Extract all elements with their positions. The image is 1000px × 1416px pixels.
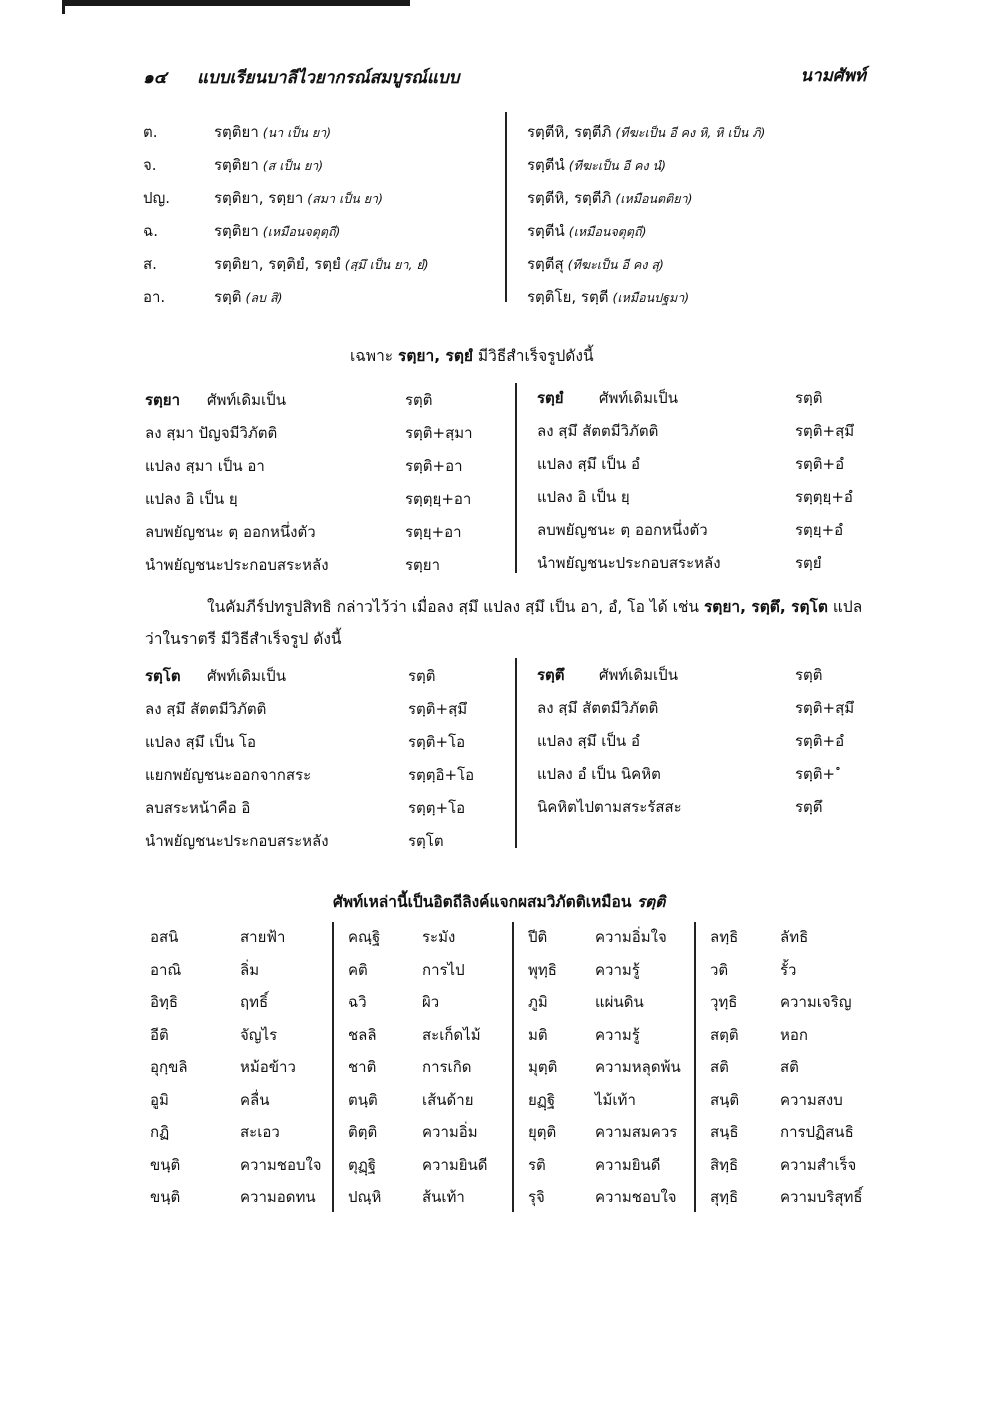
vocab-pali-word: ชาติ <box>348 1058 377 1076</box>
derivation-top-divider <box>515 383 517 573</box>
vocab-pali-word: สิทฺธิ <box>710 1155 739 1174</box>
vocab-thai-meaning: ความอิ่ม <box>422 1123 478 1141</box>
vocab-thai-meaning: ลัทธิ <box>780 928 809 946</box>
singular-word: รตฺติ <box>214 288 242 306</box>
vocab-thai-meaning: ความยินดี <box>422 1155 488 1174</box>
ratyam-step-value: รตฺยํ <box>795 554 822 572</box>
vocab-pali-word: สติ <box>710 1058 729 1076</box>
vocab-thai-meaning: ความสมควร <box>595 1123 678 1141</box>
vocab-pali-word: สุทฺธิ <box>710 1188 739 1206</box>
vocab-pali-word: ตุฏฺฐิ <box>348 1155 377 1174</box>
book-title: แบบเรียนบาลีไวยากรณ์สมบูรณ์แบบ <box>197 68 460 88</box>
ratyam-step-label: แปลง อิ เป็น ยฺ <box>537 488 630 506</box>
ratto-step-value: รตฺติ+สฺมึ <box>408 700 468 718</box>
rattim-step-value: รตฺติ+อํ <box>795 732 845 750</box>
vocab-pali-word: วุทฺธิ <box>710 993 738 1011</box>
plural-word: รตฺตีหิ, รตฺตีภิ <box>527 189 612 207</box>
ratya-header-value: รตฺติ <box>405 391 433 409</box>
rattim-step-label: นิคหิตไปตามสระรัสสะ <box>537 798 682 816</box>
explanation-paragraph <box>145 591 870 655</box>
special-heading-suffix: มีวิธีสำเร็จรูปดังนี้ <box>472 347 594 365</box>
vocab-thai-meaning: การเกิด <box>422 1058 472 1076</box>
rattim-step-value: รตฺตึ <box>795 798 823 816</box>
vocab-thai-meaning: แผ่นดิน <box>595 993 644 1011</box>
plural-form <box>527 252 664 276</box>
ratyam-header-value: รตฺติ <box>795 389 823 407</box>
singular-form <box>214 252 429 276</box>
vocab-pali-word: ขนฺติ <box>150 1155 181 1174</box>
singular-form <box>214 285 282 309</box>
vocab-pali-word: อีติ <box>150 1025 169 1044</box>
singular-word: รตฺติยา <box>214 123 259 141</box>
vocab-divider-1 <box>332 922 334 1212</box>
case-label: อา. <box>143 288 166 306</box>
singular-note: (สฺมึ เป็น ยา, ยํ) <box>340 257 429 272</box>
rattim-header-label: ศัพท์เดิมเป็น <box>599 666 678 684</box>
plural-form <box>527 219 646 243</box>
vocab-thai-meaning: ความบริสุทธิ์ <box>780 1188 863 1206</box>
ratto-header-label: ศัพท์เดิมเป็น <box>207 667 286 685</box>
case-label: ปญ. <box>143 189 171 207</box>
vocab-pali-word: ภูมิ <box>528 993 548 1011</box>
ratya-step-label: แปลง สฺมา เป็น อา <box>145 457 265 475</box>
rattim-header-value: รตฺติ <box>795 666 823 684</box>
ratya-step-value: รตฺตฺยฺ+อา <box>405 490 472 508</box>
vocab-heading-word: รตฺติ <box>636 893 666 911</box>
plural-form <box>527 153 666 177</box>
vocab-thai-meaning: การไป <box>422 960 465 979</box>
ratya-title: รตฺยา <box>145 391 181 409</box>
singular-word: รตฺติยา <box>214 222 259 240</box>
vocab-pali-word: ปณฺหิ <box>348 1188 382 1206</box>
plural-note: (ทีฆะเป็น อี คง นํ) <box>564 158 666 173</box>
vocab-thai-meaning: จัญไร <box>240 1025 278 1044</box>
singular-word: รตฺติยา <box>214 156 259 174</box>
case-label: จ. <box>143 156 157 174</box>
singular-form <box>214 219 340 243</box>
singular-form <box>214 186 383 210</box>
singular-note: (สมา เป็น ยา) <box>303 191 383 206</box>
plural-form <box>527 186 693 210</box>
vocab-pali-word: ยฏฺฐิ <box>528 1090 556 1109</box>
ratto-step-value: รตฺตฺอิ+โอ <box>408 766 475 784</box>
vocab-pali-word: สตฺติ <box>710 1025 739 1044</box>
rattim-step-label: แปลง อํ เป็น นิคหิต <box>537 765 661 783</box>
plural-word: รตฺติโย, รตฺตี <box>527 288 609 306</box>
vocab-pali-word: พุทฺธิ <box>528 960 557 979</box>
paragraph-part1: ในคัมภีร์ปทรูปสิทธิ กล่าวไว้ว่า เมื่อลง สฺมึ แปลง สฺมึ เป็น อา, อํ, โอ ได้ เช่น <box>207 598 704 616</box>
ratto-step-label: ลง สฺมึ สัตตมีวิภัตติ <box>145 700 267 718</box>
vocab-pali-word: อูมิ <box>150 1090 169 1109</box>
derivation-bottom-divider <box>515 658 517 848</box>
rattim-step-value: รตฺติ+ ํ <box>795 765 841 783</box>
vocab-pali-word: สนฺธิ <box>710 1123 739 1141</box>
ratyam-step-value: รตฺติ+สฺมึ <box>795 422 855 440</box>
vocab-thai-meaning: หม้อข้าว <box>240 1058 296 1076</box>
vocab-pali-word: ขนฺติ <box>150 1188 181 1206</box>
vocab-thai-meaning: เส้นด้าย <box>422 1090 474 1109</box>
vocab-thai-meaning: หอก <box>780 1025 808 1044</box>
vocab-thai-meaning: ความสงบ <box>780 1090 843 1109</box>
vocab-pali-word: คณฺฐิ <box>348 928 381 946</box>
ratya-step-label: ลง สฺมา ปัญจมีวิภัตติ <box>145 424 278 442</box>
vocab-thai-meaning: ฤทธิ์ <box>240 993 269 1011</box>
plural-form <box>527 120 765 144</box>
vocab-pali-word: ฉวิ <box>348 993 367 1011</box>
ratyam-step-label: แปลง สฺมึ เป็น อํ <box>537 455 640 473</box>
vocab-thai-meaning: สายฟ้า <box>240 928 286 946</box>
case-table-divider <box>505 112 507 302</box>
singular-word: รตฺติยา, รตฺยา <box>214 189 304 207</box>
paragraph-bold: รตฺยา, รตฺตึ, รตฺโต <box>703 598 828 616</box>
vocab-thai-meaning: ความรู้ <box>595 1025 640 1044</box>
singular-form <box>214 120 331 144</box>
rattim-step-value: รตฺติ+สฺมึ <box>795 699 855 717</box>
rattim-step-label: ลง สฺมึ สัตตมีวิภัตติ <box>537 699 659 717</box>
vocab-thai-meaning: ผิว <box>422 993 440 1011</box>
vocab-thai-meaning: สติ <box>780 1058 799 1076</box>
plural-word: รตฺตีนํ <box>527 156 565 174</box>
singular-note: (ลบ สิ) <box>241 290 283 305</box>
vocab-pali-word: รุจิ <box>528 1188 545 1206</box>
vocab-pali-word: มติ <box>528 1025 548 1044</box>
vocab-pali-word: สนฺติ <box>710 1090 740 1109</box>
special-heading-bold: รตฺยา, รตฺยํ <box>398 347 473 365</box>
page-number: ๑๔ <box>143 68 167 88</box>
ratya-step-label: ลบพยัญชนะ ตฺ ออกหนึ่งตัว <box>145 523 316 541</box>
rattim-step-label: แปลง สฺมึ เป็น อํ <box>537 732 640 750</box>
vocab-pali-word: อิทฺธิ <box>150 993 179 1011</box>
ratya-step-label: แปลง อิ เป็น ยฺ <box>145 490 238 508</box>
ratto-step-label: นำพยัญชนะประกอบสระหลัง <box>145 832 329 850</box>
vocab-divider-2 <box>512 922 514 1212</box>
special-heading-prefix: เฉพาะ <box>350 347 399 365</box>
vocab-thai-meaning: ความหลุดพ้น <box>595 1058 681 1076</box>
ratyam-header-label: ศัพท์เดิมเป็น <box>599 389 678 407</box>
vocab-pali-word: ชลลิ <box>348 1025 377 1044</box>
vocab-pali-word: ตนฺติ <box>348 1090 378 1109</box>
vocab-thai-meaning: ระมัง <box>422 928 456 946</box>
vocab-pali-word: คติ <box>348 960 368 979</box>
vocab-thai-meaning: สะเอว <box>240 1123 280 1141</box>
vocab-thai-meaning: รั้ว <box>780 960 797 979</box>
ratto-header-value: รตฺติ <box>408 667 436 685</box>
ratto-step-value: รตฺตฺ+โอ <box>408 799 466 817</box>
ratya-step-value: รตฺยา <box>405 556 441 574</box>
paragraph-part2: แปลว่าในราตรี มีวิธีสำเร็จรูป ดังนี้ <box>145 598 863 648</box>
singular-note: (ส เป็น ยา) <box>258 158 324 173</box>
singular-note: (นา เป็น ยา) <box>258 125 332 140</box>
ratyam-step-label: นำพยัญชนะประกอบสระหลัง <box>537 554 721 572</box>
plural-note: (เหมือนจตุตฺถี) <box>564 224 647 239</box>
ratya-step-value: รตฺติ+สฺมา <box>405 424 473 442</box>
vocab-heading-bold: ศัพท์เหล่านี้เป็นอิตถีลิงค์แจกผสมวิภัตติเหมือน <box>333 893 632 911</box>
case-label: ต. <box>143 123 158 141</box>
ratyam-step-value: รตฺยฺ+อํ <box>795 521 844 539</box>
vocab-thai-meaning: ความชอบใจ <box>595 1188 677 1206</box>
case-label: ฉ. <box>143 222 158 240</box>
ratya-step-label: นำพยัญชนะประกอบสระหลัง <box>145 556 329 574</box>
plural-note: (ทีฆะเป็น อี คง สุ) <box>563 257 664 272</box>
vocab-thai-meaning: ไม้เท้า <box>595 1090 636 1109</box>
vocab-pali-word: ยุตฺติ <box>528 1123 557 1141</box>
plural-word: รตฺตีนํ <box>527 222 565 240</box>
vocab-thai-meaning: สะเก็ดไม้ <box>422 1025 481 1044</box>
vocab-thai-meaning: ความชอบใจ <box>240 1155 322 1174</box>
vocab-pali-word: ลทฺธิ <box>710 928 739 946</box>
special-heading <box>350 343 594 368</box>
ratyam-step-value: รตฺตฺยฺ+อํ <box>795 488 853 506</box>
singular-note: (เหมือนจตุตฺถี) <box>258 224 341 239</box>
ratya-header-label: ศัพท์เดิมเป็น <box>207 391 286 409</box>
ratyam-title: รตฺยํ <box>537 389 564 407</box>
vocab-pali-word: กฏิ <box>150 1123 170 1141</box>
section-title: นามศัพท์ <box>800 66 866 86</box>
ratto-step-label: ลบสระหน้าคือ อิ <box>145 799 251 817</box>
vocab-pali-word: มุตฺติ <box>528 1058 558 1076</box>
vocab-thai-meaning: การปฏิสนธิ <box>780 1123 854 1141</box>
vocab-pali-word: อุกฺขลิ <box>150 1058 188 1076</box>
rattim-title: รตฺตึ <box>537 666 565 684</box>
ratto-title: รตฺโต <box>145 667 181 685</box>
vocab-pali-word: อาณิ <box>150 960 182 979</box>
singular-form <box>214 153 323 177</box>
top-rule <box>62 0 410 6</box>
plural-word: รตฺตีสุ <box>527 255 564 273</box>
ratto-step-value: รตฺโต <box>408 832 444 850</box>
ratyam-step-value: รตฺติ+อํ <box>795 455 845 473</box>
singular-word: รตฺติยา, รตฺติยํ, รตฺยํ <box>214 255 341 273</box>
case-label: ส. <box>143 255 157 273</box>
top-rule-edge <box>62 0 65 14</box>
vocab-pali-word: รติ <box>528 1155 546 1174</box>
plural-word: รตฺตีหิ, รตฺตีภิ <box>527 123 612 141</box>
vocab-pali-word: อสนิ <box>150 928 179 946</box>
plural-note: (เหมือนตติยา) <box>611 191 693 206</box>
vocab-pali-word: วติ <box>710 960 729 979</box>
plural-note: (ทีฆะเป็น อี คง หิ, หิ เป็น ภิ) <box>611 125 766 140</box>
ratyam-step-label: ลง สฺมึ สัตตมีวิภัตติ <box>537 422 659 440</box>
vocab-thai-meaning: ความอิ่มใจ <box>595 928 667 946</box>
ratto-step-label: แปลง สฺมึ เป็น โอ <box>145 733 257 751</box>
plural-note: (เหมือนปฐมา) <box>608 290 690 305</box>
vocab-pali-word: ปีติ <box>528 928 548 946</box>
vocab-thai-meaning: ความยินดี <box>595 1155 661 1174</box>
ratyam-step-label: ลบพยัญชนะ ตฺ ออกหนึ่งตัว <box>537 521 708 539</box>
vocab-divider-3 <box>694 922 696 1212</box>
vocab-thai-meaning: ลิ่ม <box>240 960 260 979</box>
vocab-thai-meaning: ความอดทน <box>240 1188 316 1206</box>
ratto-step-label: แยกพยัญชนะออกจากสระ <box>145 766 312 784</box>
vocab-thai-meaning: คลื่น <box>240 1090 270 1109</box>
ratya-step-value: รตฺยฺ+อา <box>405 523 462 541</box>
vocab-thai-meaning: ส้นเท้า <box>422 1188 465 1206</box>
vocab-heading <box>333 889 665 914</box>
plural-form <box>527 285 689 309</box>
vocab-thai-meaning: ความเจริญ <box>780 993 852 1011</box>
ratya-step-value: รตฺติ+อา <box>405 457 463 475</box>
vocab-thai-meaning: ความสำเร็จ <box>780 1155 857 1174</box>
vocab-pali-word: ติตฺติ <box>348 1123 378 1141</box>
vocab-thai-meaning: ความรู้ <box>595 960 640 979</box>
ratto-step-value: รตฺติ+โอ <box>408 733 466 751</box>
